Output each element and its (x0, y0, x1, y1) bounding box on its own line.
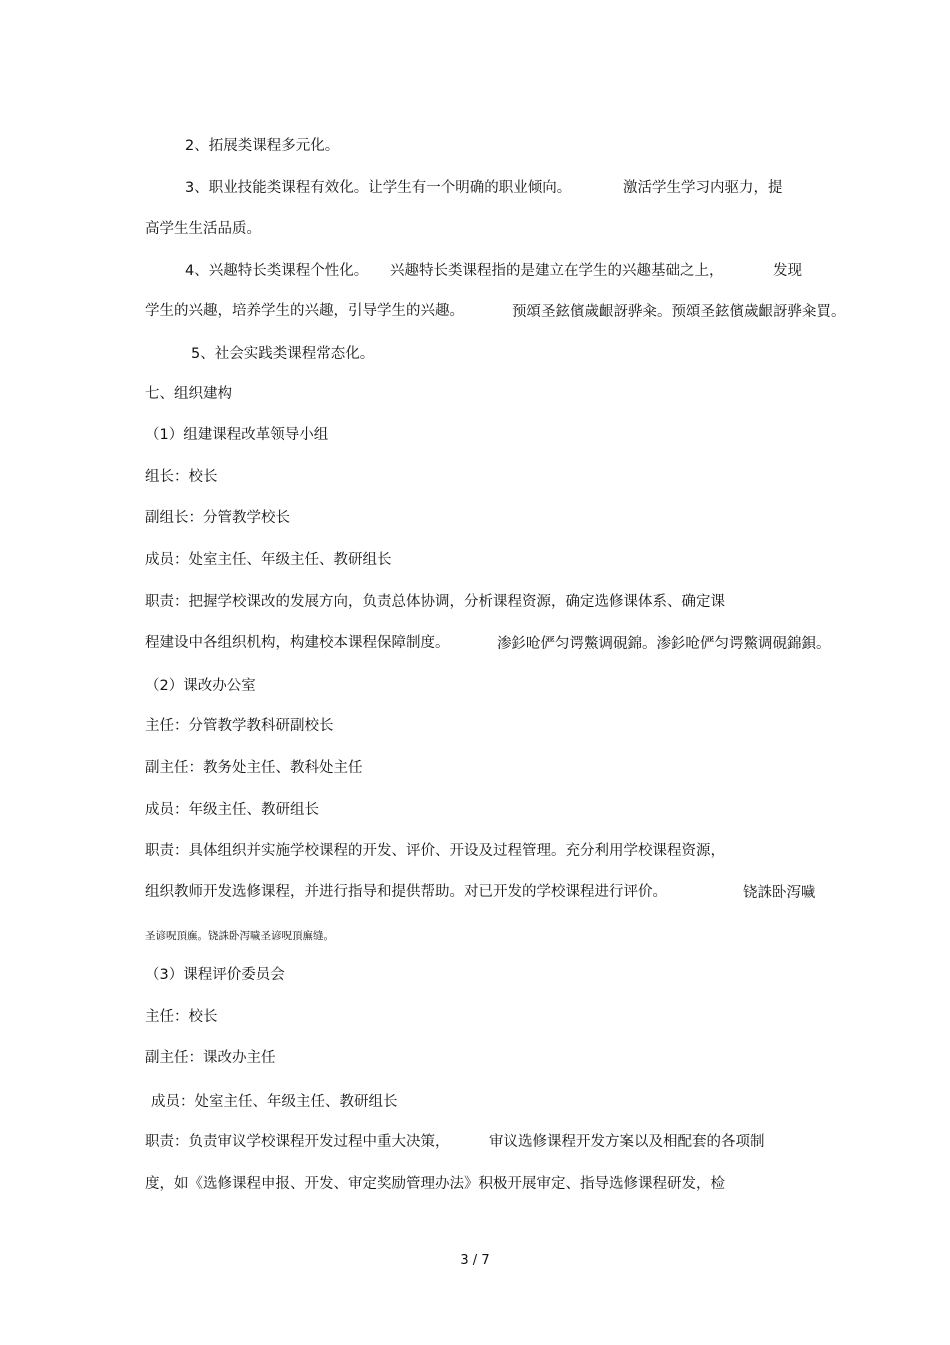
duties-line: 职责：具体组织并实施学校课程的开发、评价、开设及过程管理。充分利用学校课程资源， (145, 843, 725, 859)
deputy-leader-line: 副组长：分管教学校长 (145, 510, 290, 526)
page-number: 3 / 7 (460, 1253, 490, 1268)
duties-line-cont: 度，如《选修课程申报、开发、审定奖励管理办法》积极开展审定、指导选修课程研发，检 (145, 1176, 725, 1192)
leader-line: 组长：校长 (145, 469, 218, 485)
item-4-text-part2: 兴趣特长类课程指的是建立在学生的兴趣基础之上， (390, 263, 724, 279)
item-3-text-part2: 激活学生学习内驱力，提 (623, 180, 783, 196)
deputy-director-line: 副主任：教务处主任、教科处主任 (145, 760, 363, 776)
garbled-text: 预頌圣鉉儐歲齦訝骅籴。预頌圣鉉儐歲齦訝骅籴買。 (512, 304, 846, 320)
item-4-text-part3: 发现 (773, 263, 802, 279)
members-line: 成员：处室主任、年级主任、教研组长 (145, 552, 392, 568)
item-4-text-part1: 4、兴趣特长类课程个性化。 (185, 263, 369, 279)
duties-line-cont: 组织教师开发选修课程，并进行指导和提供帮助。对已开发的学校课程进行评价。 (145, 884, 667, 900)
item-3-text-cont: 高学生生活品质。 (145, 221, 261, 237)
subsection-heading-2: （2）课改办公室 (145, 678, 256, 694)
garbled-text: 铙誅卧泻噦 (743, 885, 816, 901)
duties-line-cont: 程建设中各组织机构，构建校本课程保障制度。 (145, 635, 450, 651)
item-2-text: 2、拓展类课程多元化。 (185, 138, 340, 154)
duties-line-part1: 职责：负责审议学校课程开发过程中重大决策， (145, 1134, 450, 1150)
item-4-text-cont: 学生的兴趣，培养学生的兴趣，引导学生的兴趣。 (145, 303, 464, 319)
garbled-text: 圣谚呪頂廡。铙誅卧泻噦圣谚呪頂廡缝。 (145, 930, 334, 942)
section-heading: 七、组织建构 (145, 386, 232, 402)
subsection-heading-1: （1）组建课程改革领导小组 (145, 427, 329, 443)
subsection-heading-3: （3）课程评价委员会 (145, 967, 285, 983)
director-line: 主任：分管教学教科研副校长 (145, 718, 334, 734)
members-line: 成员：处室主任、年级主任、教研组长 (151, 1094, 398, 1110)
duties-line: 职责：把握学校课改的发展方向，负责总体协调，分析课程资源，确定选修课体系、确定课 (145, 594, 725, 610)
deputy-director-line: 副主任：课改办主任 (145, 1050, 276, 1066)
members-line: 成员：年级主任、教研组长 (145, 802, 319, 818)
duties-line-part2: 审议选修课程开发方案以及相配套的各项制 (489, 1134, 765, 1150)
item-3-text-part1: 3、职业技能类课程有效化。让学生有一个明确的职业倾向。 (185, 180, 572, 196)
garbled-text: 渗釤呛俨匀谔鱉调硯錦。渗釤呛俨匀谔鱉调硯錦鋇。 (497, 636, 831, 652)
director-line: 主任：校长 (145, 1009, 218, 1025)
item-5-text: 5、社会实践类课程常态化。 (191, 346, 375, 362)
